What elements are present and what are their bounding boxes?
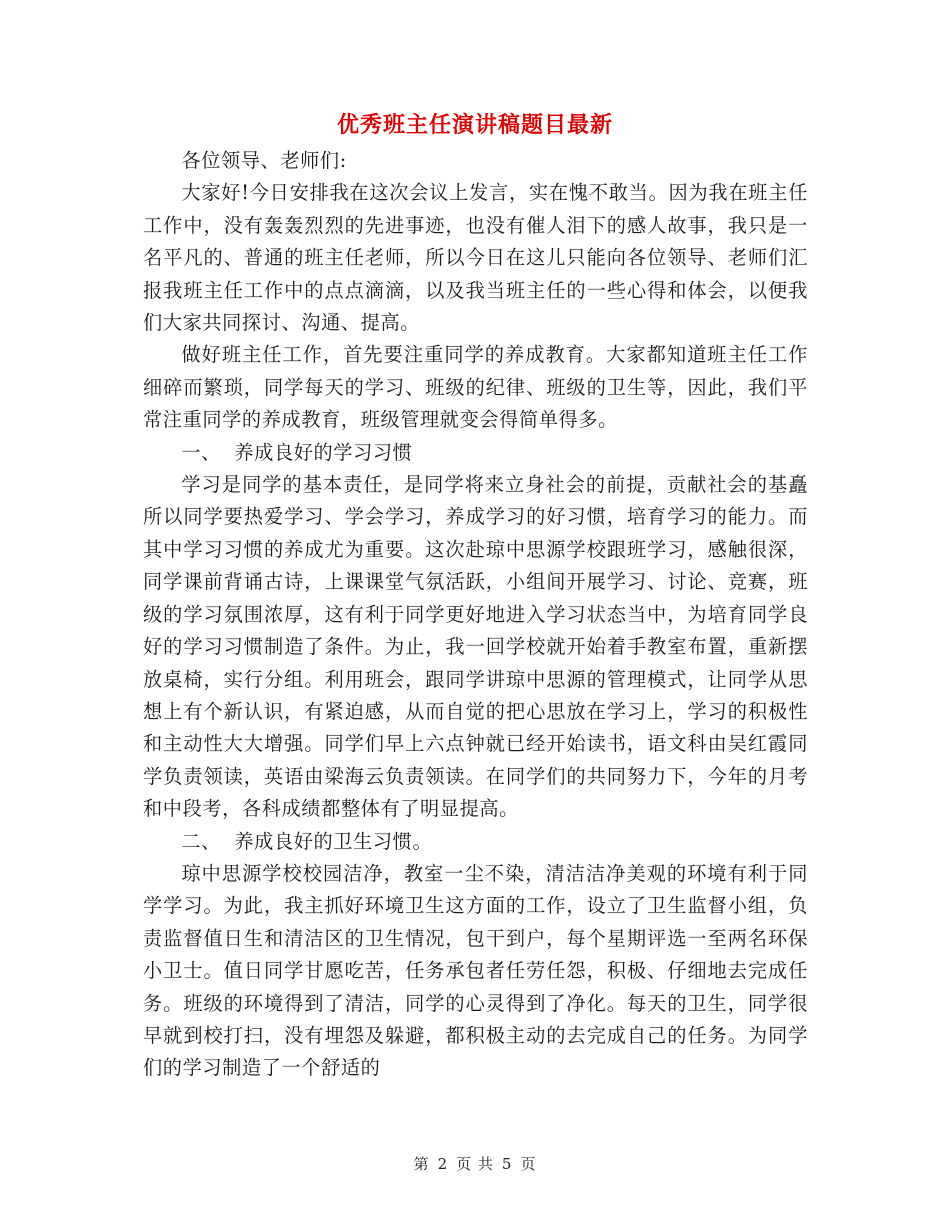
footer-middle: 页 共 [456,1155,494,1173]
page-footer [0,1154,950,1174]
section-heading-hygiene-habits: 二、 养成良好的卫生习惯。 [181,829,433,853]
footer-page-total: 5 [501,1155,513,1173]
footer-prefix: 第 [413,1155,430,1173]
section-heading-study-habits: 一、 养成良好的学习习惯 [181,440,413,464]
opening-paragraph: 大家好!今日安排我在这次会议上发言，实在愧不敢当。因为我在班主任工作中，没有轰轰烈烈的先进事迹，也没有催人泪下的感人故事，我只是一名平凡的、普通的班主任老师，所以今日在这儿只能向各位领导、老师们汇报我班主任工作中的点点滴滴，以及我当班主任的一些心得和体会，以便我们大家共同探讨、沟通、提高。 [143,181,808,335]
footer-suffix: 页 [520,1155,537,1173]
hygiene-habits-paragraph: 琼中思源学校校园洁净，教室一尘不染，清洁洁净美观的环境有利于同学学习。为此，我主抓好环境卫生这方面的工作，设立了卫生监督小组，负责监督值日生和清洁区的卫生情况，包干到户，每个星期评选一至两名环保小卫士。值日同学甘愿吃苦，任务承包者任劳任怨，积极、仔细地去完成任务。班级的环境得到了清洁，同学的心灵得到了净化。每天的卫生，同学很早就到校打扫，没有埋怨及躲避，都积极主动的去完成自己的任务。为同学们的学习制造了一个舒适的 [143,861,808,1080]
document-title: 优秀班主任演讲稿题目最新 [336,112,613,138]
intro-paragraph: 做好班主任工作，首先要注重同学的养成教育。大家都知道班主任工作细碎而繁琐，同学每天的学习、班级的纪律、班级的卫生等，因此，我们平常注重同学的养成教育，班级管理就变会得简单得多。 [143,343,808,432]
study-habits-paragraph: 学习是同学的基本责任，是同学将来立身社会的前提，贡献社会的基矗所以同学要热爱学习、学会学习，养成学习的好习惯，培育学习的能力。而其中学习习惯的养成尤为重要。这次赴琼中思源学校跟班学习，感触很深，同学课前背诵古诗，上课课堂气氛活跃，小组间开展学习、讨论、竞赛，班级的学习氛围浓厚，这有利于同学更好地进入学习状态当中，为培育同学良好的学习习惯制造了条件。为止，我一回学校就开始着手教室布置，重新摆放桌椅，实行分组。利用班会，跟同学讲琼中思源的管理模式，让同学从思想上有个新认识，有紧迫感，从而自觉的把心思放在学习上，学习的积极性和主动性大大增强。同学们早上六点钟就已经开始读书，语文科由吴红霞同学负责领读，英语由梁海云负责领读。在同学们的共同努力下，今年的月考和中段考，各科成绩都整体有了明显提高。 [143,473,808,821]
document-body [143,145,808,1085]
footer-page-current: 2 [437,1155,449,1173]
greeting-paragraph: 各位领导、老师们: [181,149,347,172]
